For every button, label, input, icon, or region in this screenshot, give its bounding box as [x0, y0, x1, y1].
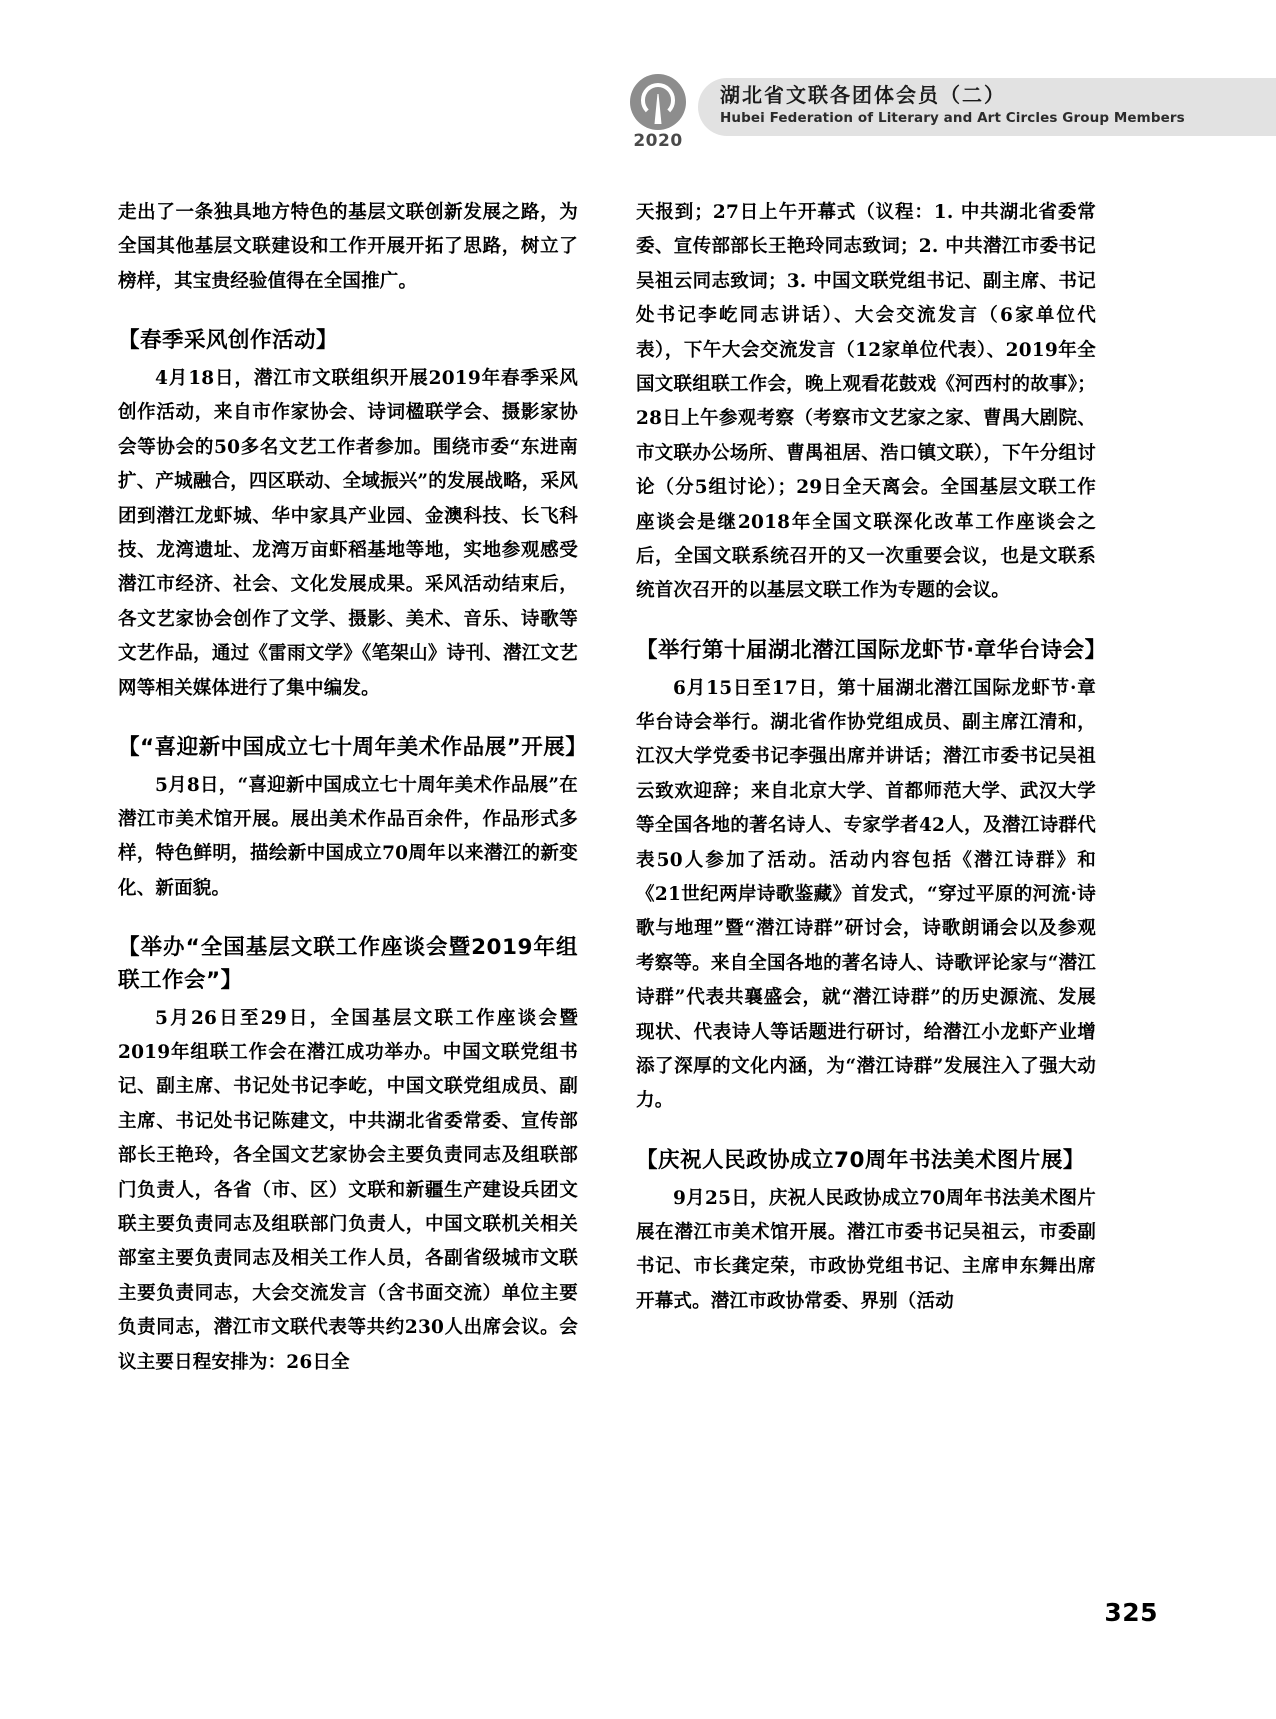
- section-heading: 【春季采风创作活动】: [118, 328, 339, 354]
- section-heading: 【“喜迎新中国成立七十周年美术作品展”开展】: [118, 734, 588, 760]
- left-column: [118, 196, 588, 1461]
- paragraph: 5月26日至29日，全国基层文联工作座谈会暨2019年组联工作会在潜江成功举办。中国文联党组书记、副主席、书记处书记李屹，中国文联党组成员、副主席、书记处书记陈建文，中共湖北省委常委、宣传部部长王艳玲，各全国文艺家协会主要负责同志及组联部门负责人，各省（市、区）文联和新疆生产建设兵团文联主要负责同志及组联部门负责人，中国文联机关相关部室主要负责同志及相关工作人员，各副省级城市文联主要负责同志，大会交流发言（含书面交流）单位主要负责同志，潜江市文联代表等共约230人出席会议。会议主要日程安排为：26日全: [118, 1007, 578, 1373]
- header-title-block: [720, 82, 1185, 128]
- paragraph: 天报到；27日上午开幕式（议程：1. 中共湖北省委常委、宣传部部长王艳玲同志致词；2. 中共潜江市委书记吴祖云同志致词；3. 中国文联党组书记、副主席、书记处书记李屹同志讲话）、大会交流发言（6家单位代表），下午大会交流发言（12家单位代表）、2019年全国文联组联工作会，晚上观看花鼓戏《河西村的故事》；28日上午参观考察（考察市文艺家之家、曹禺大剧院、市文联办公场所、曹禺祖居、浩口镇文联），下午分组讨论（分5组讨论）；29日全天离会。全国基层文联工作座谈会是继2018年全国文联深化改革工作座谈会之后，全国文联系统召开的又一次重要会议，也是文联系统首次召开的以基层文联工作为专题的会议。: [636, 202, 1096, 602]
- header-logo-block: [620, 72, 696, 152]
- header-year: 2020: [633, 131, 683, 151]
- right-column: [636, 196, 1107, 1461]
- two-column-body: [118, 196, 1158, 1461]
- header-title-english: Hubei Federation of Literary and Art Circles Group Members: [720, 110, 1185, 126]
- running-header: [620, 72, 1276, 152]
- hubei-federation-emblem-icon: [630, 74, 686, 130]
- section-heading: 【庆祝人民政协成立70周年书法美术图片展】: [636, 1147, 1085, 1173]
- paragraph: 走出了一条独具地方特色的基层文联创新发展之路，为全国其他基层文联建设和工作开展开拓了思路，树立了榜样，其宝贵经验值得在全国推广。: [118, 202, 578, 292]
- page-number: 325: [1104, 1598, 1158, 1627]
- header-title-chinese: 湖北省文联各团体会员（二）: [720, 83, 1006, 107]
- paragraph: 5月8日，“喜迎新中国成立七十周年美术作品展”在潜江市美术馆开展。展出美术作品百余件，作品形式多样，特色鲜明，描绘新中国成立70周年以来潜江的新变化、新面貌。: [118, 774, 578, 899]
- paragraph: 4月18日，潜江市文联组织开展2019年春季采风创作活动，来自市作家协会、诗词楹联学会、摄影家协会等协会的50多名文艺工作者参加。围绕市委“东进南扩、产城融合，四区联动、全域振兴”的发展战略，采风团到潜江龙虾城、华中家具产业园、金澳科技、长飞科技、龙湾遗址、龙湾万亩虾稻基地等地，实地参观感受潜江市经济、社会、文化发展成果。采风活动结束后，各文艺家协会创作了文学、摄影、美术、音乐、诗歌等文艺作品，通过《雷雨文学》《笔架山》诗刊、潜江文艺网等相关媒体进行了集中编发。: [118, 367, 578, 699]
- paragraph: 9月25日，庆祝人民政协成立70周年书法美术图片展在潜江市美术馆开展。潜江市委书记吴祖云，市委副书记、市长龚定荣，市政协党组书记、主席申东舞出席开幕式。潜江市政协常委、界别（活动: [636, 1187, 1096, 1312]
- section-heading: 【举办“全国基层文联工作座谈会暨2019年组联工作会”】: [118, 935, 578, 993]
- section-heading: 【举行第十届湖北潜江国际龙虾节·章华台诗会】: [636, 637, 1107, 663]
- paragraph: 6月15日至17日，第十届湖北潜江国际龙虾节·章华台诗会举行。湖北省作协党组成员、副主席江清和，江汉大学党委书记李强出席并讲话；潜江市委书记吴祖云致欢迎辞；来自北京大学、首都师范大学、武汉大学等全国各地的著名诗人、专家学者42人，及潜江诗群代表50人参加了活动。活动内容包括《潜江诗群》和《21世纪两岸诗歌鉴藏》首发式，“穿过平原的河流·诗歌与地理”暨“潜江诗群”研讨会，诗歌朗诵会以及参观考察等。来自全国各地的著名诗人、诗歌评论家与“潜江诗群”代表共襄盛会，就“潜江诗群”的历史源流、发展现状、代表诗人等话题进行研讨，给潜江小龙虾产业增添了深厚的文化内涵，为“潜江诗群”发展注入了强大动力。: [636, 677, 1096, 1112]
